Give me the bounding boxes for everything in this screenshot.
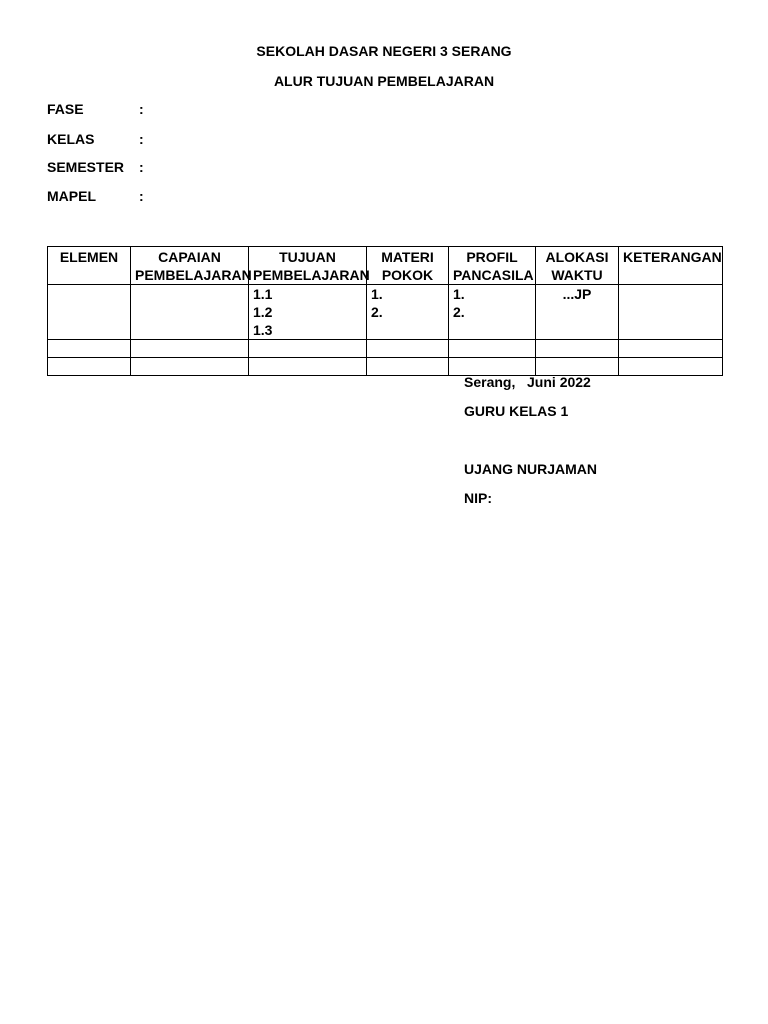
column-header-tujuan: TUJUAN PEMBELAJARAN [249, 247, 367, 285]
cell-empty [131, 358, 249, 376]
column-header-alokasi: ALOKASI WAKTU [536, 247, 619, 285]
cell-empty [449, 358, 536, 376]
cell-elemen [48, 285, 131, 340]
cell-profil: 1. 2. [449, 285, 536, 340]
table-row [48, 358, 723, 376]
column-header-keterangan: KETERANGAN [619, 247, 723, 285]
signature-role: GURU KELAS 1 [464, 403, 569, 419]
table-header-row [48, 247, 723, 285]
table-row [48, 340, 723, 358]
cell-empty [619, 340, 723, 358]
signature-nip: NIP: [464, 490, 492, 506]
signature-name: UJANG NURJAMAN [464, 461, 598, 477]
cell-empty [131, 340, 249, 358]
cell-capaian [131, 285, 249, 340]
cell-empty [449, 340, 536, 358]
column-header-elemen: ELEMEN [48, 247, 131, 285]
cell-empty [536, 340, 619, 358]
column-header-profil: PROFIL PANCASILA [449, 247, 536, 285]
meta-colon: : [139, 101, 144, 117]
cell-keterangan [619, 285, 723, 340]
meta-label: FASE [47, 101, 84, 117]
cell-alokasi: ...JP [536, 285, 619, 340]
meta-colon: : [139, 188, 144, 204]
cell-empty [536, 358, 619, 376]
meta-colon: : [139, 159, 144, 175]
school-name: SEKOLAH DASAR NEGERI 3 SERANG [256, 43, 512, 59]
cell-tujuan: 1.1 1.2 1.3 [249, 285, 367, 340]
meta-colon: : [139, 131, 144, 147]
meta-label: KELAS [47, 131, 95, 147]
signature-place-date: Serang, Juni 2022 [464, 374, 591, 390]
table-row [48, 285, 723, 340]
learning-goals-table [47, 246, 723, 376]
column-header-capaian: CAPAIAN PEMBELAJARAN [131, 247, 249, 285]
meta-label: SEMESTER [47, 159, 125, 175]
document-title: ALUR TUJUAN PEMBELAJARAN [273, 73, 495, 89]
cell-empty [48, 340, 131, 358]
cell-empty [249, 340, 367, 358]
cell-empty [48, 358, 131, 376]
cell-empty [619, 358, 723, 376]
column-header-materi: MATERI POKOK [367, 247, 449, 285]
meta-label: MAPEL [47, 188, 96, 204]
cell-empty [249, 358, 367, 376]
cell-empty [367, 358, 449, 376]
cell-empty [367, 340, 449, 358]
cell-materi: 1. 2. [367, 285, 449, 340]
